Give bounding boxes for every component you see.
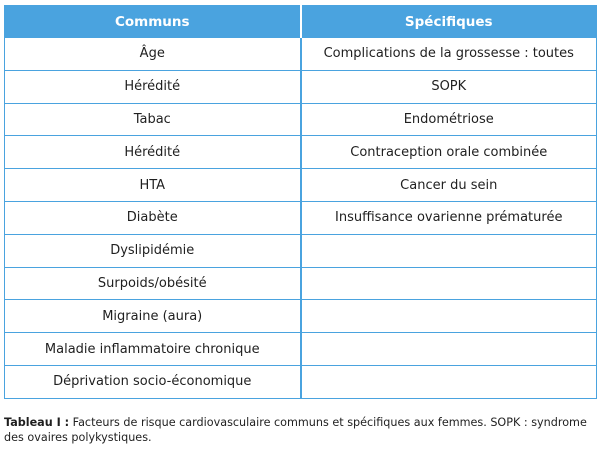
cell-specifiques: Endométriose — [301, 103, 597, 136]
cell-communs: Diabète — [5, 201, 301, 234]
cell-communs: Âge — [5, 38, 301, 71]
cell-specifiques: Contraception orale combinée — [301, 136, 597, 169]
header-specifiques: Spécifiques — [301, 6, 597, 38]
cell-communs: Migraine (aura) — [5, 300, 301, 333]
table-caption — [4, 415, 596, 445]
table-row — [5, 70, 597, 103]
cell-specifiques: SOPK — [301, 70, 597, 103]
risk-factor-table — [4, 5, 597, 399]
table-row — [5, 267, 597, 300]
cell-communs: Surpoids/obésité — [5, 267, 301, 300]
table-row — [5, 103, 597, 136]
cell-communs: Hérédité — [5, 136, 301, 169]
cell-specifiques — [301, 333, 597, 366]
cell-specifiques: Complications de la grossesse : toutes — [301, 38, 597, 71]
table-row — [5, 300, 597, 333]
cell-specifiques — [301, 267, 597, 300]
cell-communs: Hérédité — [5, 70, 301, 103]
cell-specifiques — [301, 234, 597, 267]
cell-communs: Dyslipidémie — [5, 234, 301, 267]
table-row — [5, 136, 597, 169]
cell-communs: HTA — [5, 169, 301, 202]
cell-communs: Tabac — [5, 103, 301, 136]
table-row — [5, 38, 597, 71]
risk-factor-table-container — [4, 5, 596, 399]
table-row — [5, 365, 597, 398]
table-row — [5, 333, 597, 366]
table-row — [5, 234, 597, 267]
table-row — [5, 201, 597, 234]
caption-label: Tableau I : — [4, 416, 70, 429]
cell-specifiques: Cancer du sein — [301, 169, 597, 202]
cell-communs: Déprivation socio-économique — [5, 365, 301, 398]
caption-text: Facteurs de risque cardiovasculaire communs et spécifiques aux femmes. SOPK : syndrome des ovaires polykystiques. — [4, 416, 587, 444]
cell-specifiques: Insuffisance ovarienne prématurée — [301, 201, 597, 234]
header-communs: Communs — [5, 6, 301, 38]
table-row — [5, 169, 597, 202]
cell-communs: Maladie inflammatoire chronique — [5, 333, 301, 366]
header-row — [5, 6, 597, 38]
cell-specifiques — [301, 300, 597, 333]
cell-specifiques — [301, 365, 597, 398]
